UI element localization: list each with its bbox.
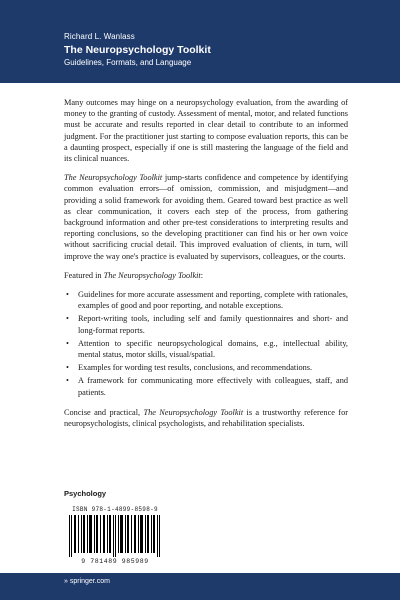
publisher-url: springer.com — [69, 578, 110, 585]
closing-pre: Concise and practical, — [64, 407, 144, 417]
isbn-label: ISBN 978-1-4899-8598-9 — [72, 506, 158, 513]
featured-intro: Featured in — [64, 270, 104, 280]
springer-logo — [64, 578, 110, 585]
feature-item: • Examples for wording test results, conclusions, and recommendations. — [78, 362, 348, 373]
barcode — [64, 505, 166, 569]
closing-post: is a trustworthy reference for neuropsychologists, clinical psychologists, and rehabilitation specialists. — [64, 407, 348, 429]
featured-heading — [64, 270, 348, 281]
header-band — [0, 0, 400, 83]
closing-title-italic: The Neuropsychology Toolkit — [143, 407, 244, 417]
barcode-bars-icon — [69, 515, 161, 557]
footer-band — [0, 573, 400, 600]
subject-category: Psychology — [64, 489, 107, 498]
intro-paragraph: Many outcomes may hinge on a neuropsychology evaluation, from the awarding of money to the granting of custody. Assessment of mental, motor, and related functions must be accurate and results reported in clear detail to contribute to an informed judgment. For the practitioner just starting to compose evaluation reports, this can be a daunting prospect, especially if one is still mastering the language of the field and its clinical nuances. — [64, 98, 348, 164]
closing-paragraph — [64, 407, 348, 429]
back-cover-description — [64, 97, 348, 437]
feature-list — [64, 289, 348, 398]
featured-colon: : — [200, 270, 204, 280]
toolkit-paragraph-text: jump-starts confidence and competence by identifying common evaluation errors—of omission, commission, and misjudgment—and providing a solid framework for avoiding them. Geared toward best practice as well as clear communication, it covers each step of the process, from gathering background information and other pre-test considerations to interpreting results and reporting conclusions, so the developing practitioner can find his or her own voice without sacrificing crucial detail. This improved evaluation of clients, in turn, will improve the way one's practice is evaluated by supervisors, colleagues, or the courts. — [64, 173, 348, 261]
author-name: Richard L. Wanlass — [64, 32, 135, 41]
feature-item: • Attention to specific neuropsychological domains, e.g., intellectual ability, mental status, motor skills, visual/spatial. — [78, 338, 348, 360]
feature-item: • Report-writing tools, including self and family questionnaires and short- and long-format reports. — [78, 313, 348, 335]
feature-item: • Guidelines for more accurate assessment and reporting, complete with rationales, examples of good and poor reporting, and notable exceptions. — [78, 289, 348, 311]
publisher-bullet-icon: » — [64, 578, 70, 585]
book-subtitle: Guidelines, Formats, and Language — [64, 58, 192, 67]
toolkit-paragraph — [64, 172, 348, 262]
feature-item: • A framework for communicating more effectively with colleagues, staff, and patients. — [78, 375, 348, 397]
barcode-number: 9 781489 985989 — [81, 558, 149, 565]
featured-title-italic: The Neuropsychology Toolkit — [103, 270, 201, 280]
book-title: The Neuropsychology Toolkit — [64, 44, 211, 56]
toolkit-title-italic: The Neuropsychology Toolkit — [64, 173, 163, 183]
